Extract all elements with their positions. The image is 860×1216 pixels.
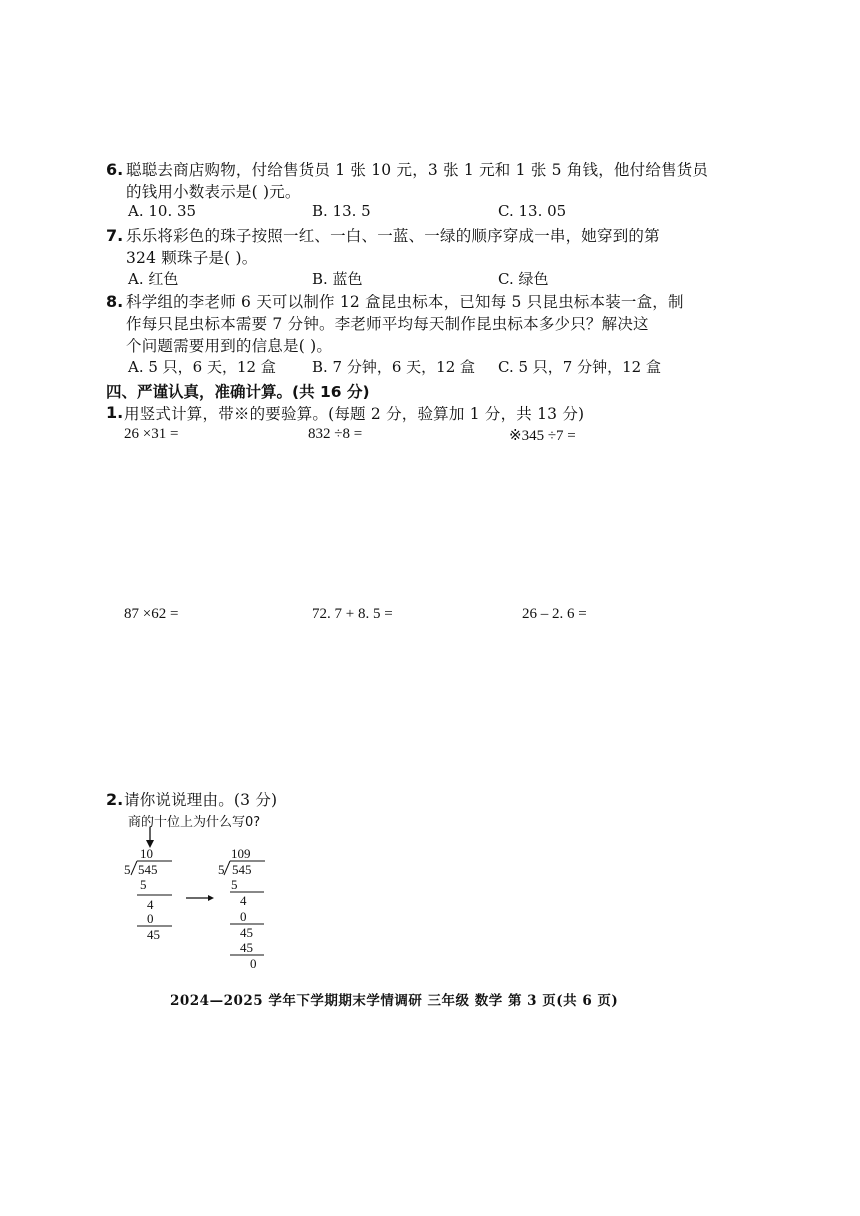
right-step-6: 0 <box>250 956 257 971</box>
left-step-2: 4 <box>147 897 154 912</box>
q8-number: 8. <box>106 292 124 311</box>
q7-option-b: B. 蓝色 <box>312 270 363 288</box>
left-divisor: 5 <box>124 862 131 877</box>
q6-option-b: B. 13. 5 <box>312 202 371 220</box>
q8-text-line2: 作每只昆虫标本需要 7 分钟。李老师平均每天制作昆虫标本多少只？解决这 <box>126 315 649 333</box>
right-step-2: 4 <box>240 893 247 908</box>
left-dividend: 545 <box>138 862 158 877</box>
p2-instruction: 请你说说理由。(3 分) <box>124 791 278 809</box>
calc-87x62: 87 ×62 = <box>124 606 179 622</box>
right-quotient: 109 <box>231 846 251 861</box>
p2-number: 2. <box>106 790 124 809</box>
q7-text-line1: 乐乐将彩色的珠子按照一红、一白、一蓝、一绿的顺序穿成一串，她穿到的第 <box>126 227 660 245</box>
calc-832div8: 832 ÷8 = <box>308 426 363 442</box>
right-division-bracket <box>224 861 230 875</box>
right-step-1: 5 <box>231 877 238 892</box>
q7-option-a: A. 红色 <box>128 270 179 288</box>
left-step-3: 0 <box>147 911 154 926</box>
q8-option-c: C. 5 只，7 分钟，12 盒 <box>498 358 661 376</box>
right-step-4: 45 <box>240 925 253 940</box>
q6-option-a: A. 10. 35 <box>128 202 197 220</box>
left-step-4: 45 <box>147 927 160 942</box>
q8-text-line3: 个问题需要用到的信息是( )。 <box>126 337 333 355</box>
q7-text-line2: 324 颗珠子是( )。 <box>126 249 258 267</box>
page-footer: 2024—2025 学年下学期期末学情调研 三年级 数学 第 3 页(共 6 页) <box>170 993 619 1009</box>
calc-345div7: ※345 ÷7 = <box>509 428 576 444</box>
p1-instruction: 用竖式计算，带※的要验算。(每题 2 分，验算加 1 分，共 13 分) <box>124 405 585 423</box>
right-divisor: 5 <box>218 862 225 877</box>
q8-option-a: A. 5 只，6 天，12 盒 <box>128 358 276 376</box>
q7-number: 7. <box>106 226 124 245</box>
calc-72.7plus8.5: 72. 7 + 8. 5 = <box>312 606 393 622</box>
calc-26minus2.6: 26 – 2. 6 = <box>522 606 587 622</box>
section4-title: 四、严谨认真，准确计算。(共 16 分) <box>106 383 370 401</box>
left-division-bracket <box>131 861 137 875</box>
right-dividend: 545 <box>232 862 252 877</box>
q8-text-line1: 科学组的李老师 6 天可以制作 12 盒昆虫标本，已知每 5 只昆虫标本装一盒，制 <box>126 293 684 311</box>
q6-text-line1: 聪聪去商店购物，付给售货员 1 张 10 元，3 张 1 元和 1 张 5 角钱，他付给售货员 <box>126 161 709 179</box>
q6-number: 6. <box>106 160 124 179</box>
q7-option-c: C. 绿色 <box>498 270 549 288</box>
q6-text-line2: 的钱用小数表示是( )元。 <box>126 183 301 201</box>
calc-26x31: 26 ×31 = <box>124 426 179 442</box>
right-step-3: 0 <box>240 909 247 924</box>
left-step-1: 5 <box>140 877 147 892</box>
left-quotient: 10 <box>140 846 153 861</box>
q6-option-c: C. 13. 05 <box>498 202 567 220</box>
p1-number: 1. <box>106 403 124 422</box>
right-arrow-head-icon <box>208 895 214 901</box>
q8-option-b: B. 7 分钟，6 天，12 盒 <box>312 358 476 376</box>
right-step-5: 45 <box>240 940 253 955</box>
p2-note: 商的十位上为什么写0? <box>128 815 261 830</box>
